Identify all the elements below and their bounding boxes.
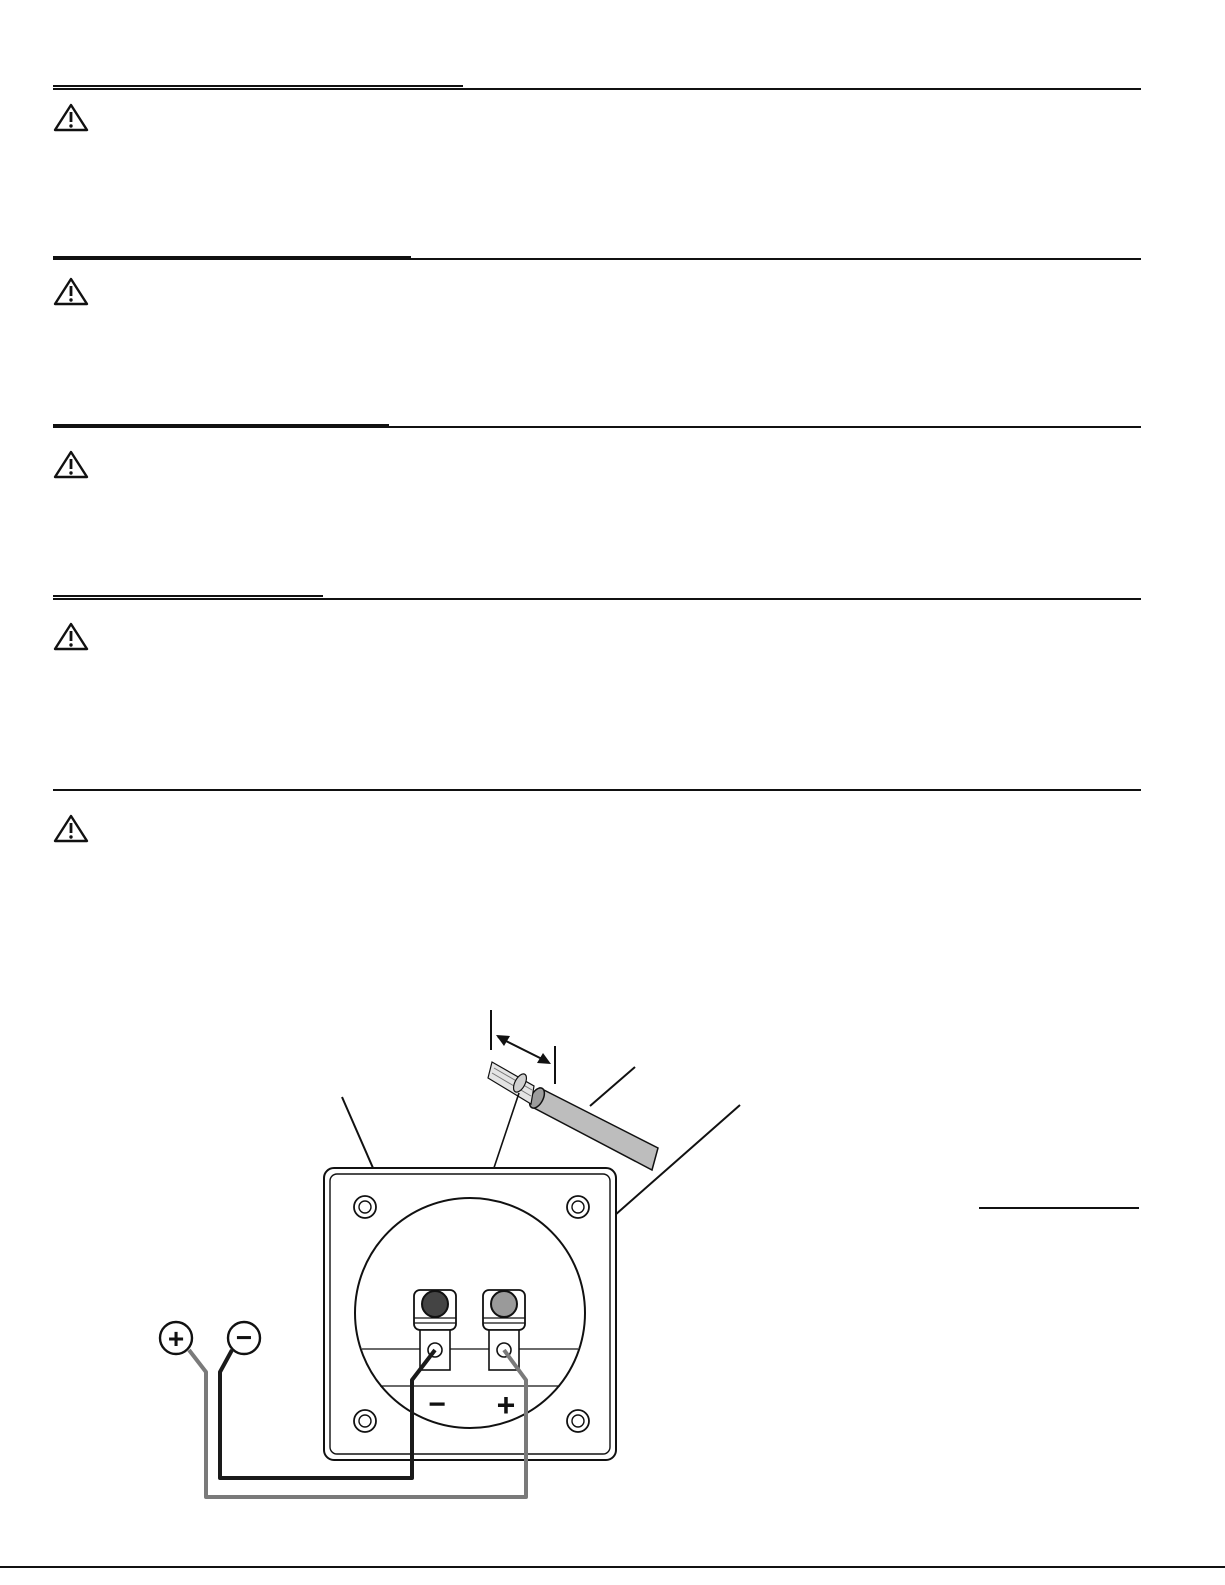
terminal-positive-symbol: + [496,1387,516,1423]
stripped-wire-illustration [488,1010,658,1170]
terminal-plate [324,1168,616,1460]
mounting-screw [567,1196,589,1218]
amp-negative-symbol: − [235,1322,253,1353]
mounting-screw [354,1410,376,1432]
mounting-screw [354,1196,376,1218]
mounting-screw [567,1410,589,1432]
amp-positive-symbol: + [167,1323,185,1354]
amp-positive-terminal [160,1322,192,1354]
positive-binding-post [483,1290,525,1370]
amp-negative-terminal [228,1322,260,1354]
footer-rule [0,1566,1225,1568]
terminal-negative-symbol: − [428,1388,446,1421]
negative-binding-post [414,1290,456,1370]
